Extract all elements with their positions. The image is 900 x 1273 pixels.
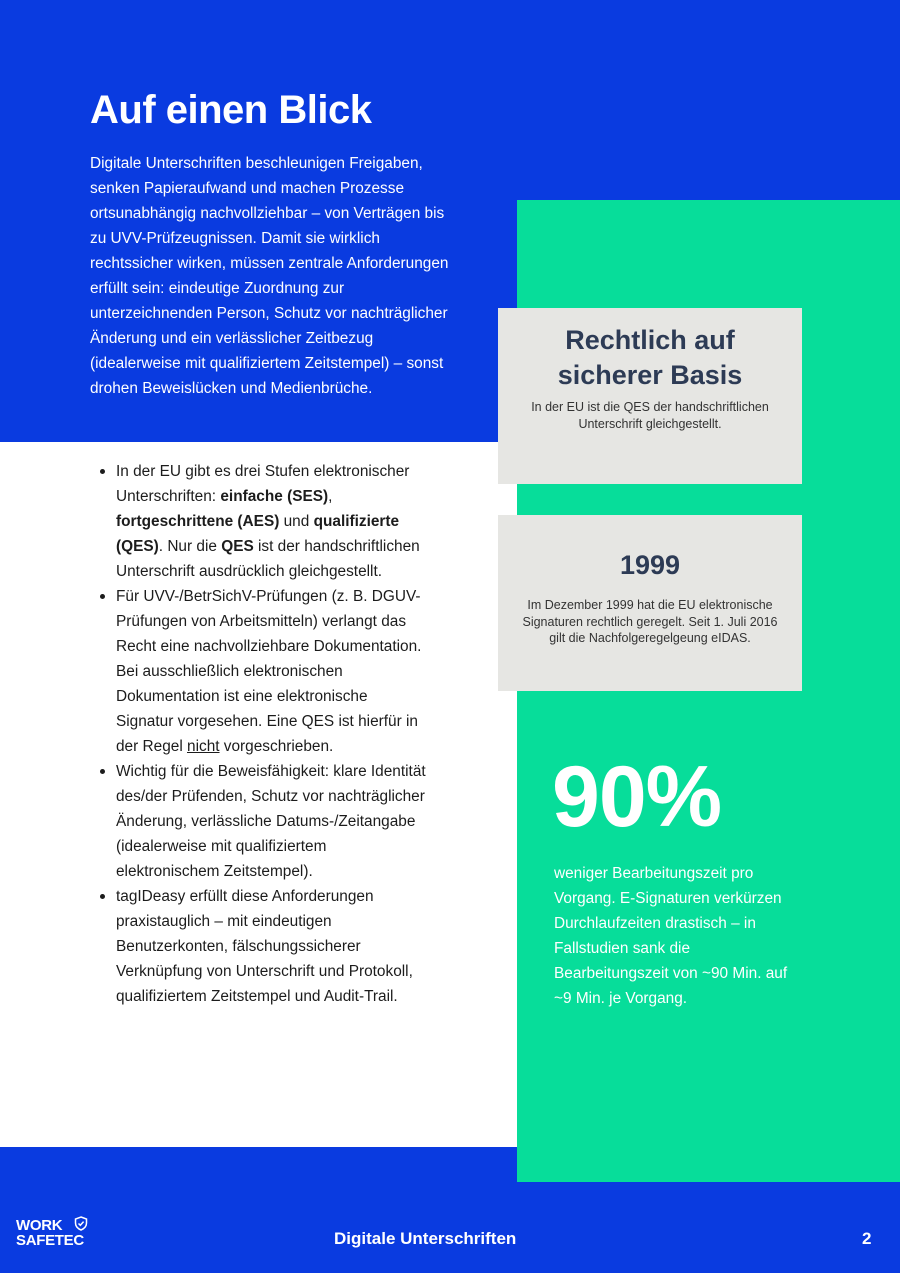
legal-basis-card	[498, 308, 802, 484]
list-item	[96, 459, 426, 584]
card-heading-line: Rechtlich auf	[565, 325, 735, 355]
bullet-list	[96, 459, 426, 1009]
card-text: Im Dezember 1999 hat die EU elektronische Signaturen rechtlich geregelt. Seit 1. Juli 2016 gilt die Nachfolgeregelgeung eIDAS.	[522, 598, 778, 645]
list-item: tagIDeasy erfüllt diese Anforderungen praxistauglich – mit eindeutigen Benutzerkonten, fälschungssicherer Verknüpfung von Unterschrift und Protokoll, qualifiziertem Zeitstempel und Audit-Trail.	[96, 884, 426, 1009]
logo-line: SAFETEC	[16, 1232, 84, 1249]
list-item: Wichtig für die Beweisfähigkeit: klare Identität des/der Prüfenden, Schutz vor nachträglicher Änderung, verlässliche Datums-/Zeitangabe (idealerweise mit qualifiziertem elektronischem Zeitstempel).	[96, 759, 426, 884]
bullet-text: Für UVV-/BetrSichV-Prüfungen (z. B. DGUV-Prüfungen von Arbeitsmitteln) verlangt das Recht eine nachvollziehbare Dokumentation. Bei ausschließlich elektronischen Dokumentation ist eine elektronische Signatur vorgesehen. Eine QES ist hierfür in der Regel	[116, 588, 422, 755]
bullet-emphasis: einfache (SES)	[220, 488, 329, 505]
intro-paragraph: Digitale Unterschriften beschleunigen Freigaben, senken Papieraufwand und machen Prozesse ortsunabhängig nachvollziehbar – von Verträgen bis zu UVV-Prüfzeugnissen. Damit sie wirklich rechtssicher wirken, müssen zentrale Anforderungen erfüllt sein: eindeutige Zuordnung zur unterzeichnenden Person, Schutz vor nachträglicher Änderung und ein verlässlicher Zeitbezug (idealerweise mit qualifiziertem Zeitstempel) – sonst drohen Beweislücken und Medienbrüche.	[90, 155, 449, 397]
footer-title: Digitale Unterschriften	[334, 1229, 517, 1248]
card-heading	[498, 323, 802, 393]
bullet-underline: nicht	[187, 738, 220, 755]
worksafetec-logo	[16, 1218, 84, 1248]
year-card	[498, 515, 802, 691]
page-number: 2	[862, 1229, 872, 1248]
bullet-emphasis: qualifizierte (QES)	[116, 513, 400, 555]
bullet-text: und	[279, 513, 314, 530]
page-title: Auf einen Blick	[90, 88, 372, 132]
bullet-text: . Nur die	[158, 538, 222, 555]
bullet-text: ist der handschriftlichen Unterschrift ausdrücklich gleichgestellt.	[116, 538, 420, 580]
stat-description: weniger Bearbeitungszeit pro Vorgang. E-Signaturen verkürzen Durchlaufzeiten drastisch – in Fallstudien sank die Bearbeitungszeit von ~90 Min. auf ~9 Min. je Vorgang.	[554, 865, 788, 1007]
shield-check-icon	[74, 1216, 88, 1231]
bullet-text: In der EU gibt es drei Stufen elektronischer Unterschriften:	[116, 463, 410, 505]
bullet-text: vorgeschrieben.	[219, 738, 334, 755]
card-heading-line: sicherer Basis	[557, 360, 743, 390]
bullet-text: ,	[328, 488, 333, 505]
list-item	[96, 584, 426, 759]
logo-line: WORK	[16, 1217, 63, 1234]
bullet-emphasis: QES	[221, 538, 254, 555]
bullet-emphasis: fortgeschrittene (AES)	[116, 513, 280, 530]
card-text: In der EU ist die QES der handschriftlichen Unterschrift gleichgestellt.	[531, 400, 769, 431]
stat-value: 90%	[552, 749, 722, 845]
card-heading: 1999	[619, 550, 681, 580]
